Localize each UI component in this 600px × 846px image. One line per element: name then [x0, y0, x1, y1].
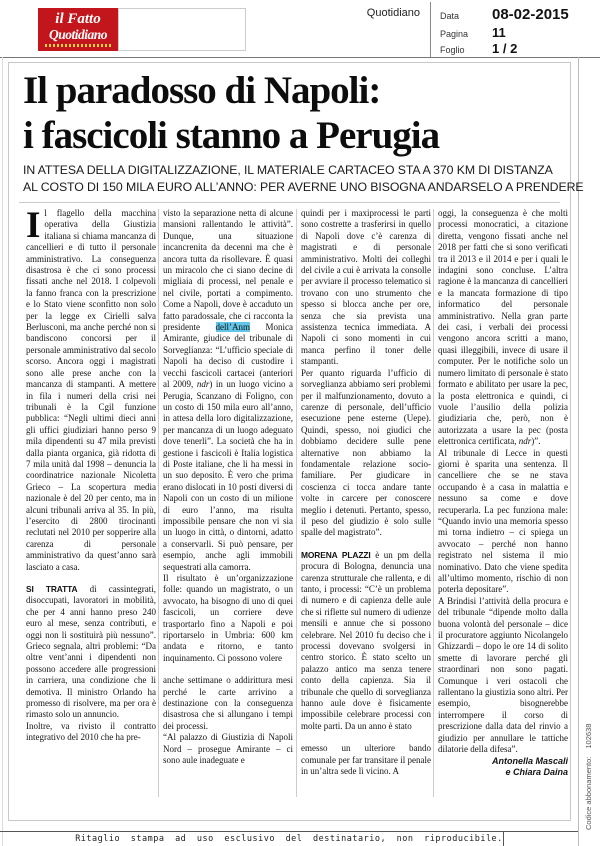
article-column-1	[26, 208, 156, 804]
paragraph	[26, 721, 156, 744]
publication-type-label: Quotidiano	[366, 7, 420, 19]
paragraph	[301, 743, 431, 777]
paragraph	[301, 368, 431, 539]
text-segment: “Al palazzo di Giustizia di Napoli Nord – prosegue Amirante – ci sono aule inadeguate e	[163, 732, 293, 766]
text-segment: )”.	[531, 436, 541, 447]
text-segment: di cassintegrati, disoccupati, lavoratori in mobilità, che per 4 anni hanno preso 240 euro al mese, senza contributi, e oggi non li sostituirà più nessuno”. Grieco segnala, altri problemi: “Da oltre vent’anni i dipendenti non possono accedere alle progressioni in carriera, una condizione che li demotiva. Il ministro Orlando ha promesso di risolvere, ma per ora è rimasto solo un annuncio.	[26, 584, 156, 720]
text-segment: Al tribunale di Lecce in questi giorni è sparita una sentenza. Il cancelliere che se ne stava occupando è a casa in malattia e nessuno sa come e dove recuperarla. La pec funziona male: “Quando invio una memoria spesso mi torna indietro – ci spiega un avvocato – perché non hanno registrato nel sistema il mio nominativo. Dato che viene spedita all’ultimo momento, rischio di non poterla depositare”.	[438, 447, 568, 595]
headline-line2: i fascicoli stanno a Perugia	[23, 114, 440, 157]
text-segment: Monica Amirante, giudice del tribunale di Sorveglianza: “L’ufficio speciale di Napoli ha deciso di custodire i vecchi fascicoli cartacei (anteriori al 2009,	[163, 322, 293, 390]
header-rule	[0, 57, 600, 58]
column-rule-2	[296, 209, 297, 797]
paragraph	[438, 208, 568, 448]
text-segment: Per quanto riguarda l’ufficio di sorveglianza abbiamo seri problemi per il malfunzionamento, dovuto a carenze di personale, dell’ufficio esecuzione pene esterne (Uepe). Quindi, spesso, noi giudici che dobbiamo decidere sulle pene alternative non abbiamo la fondamentale relazione socio-familiare. Per giudicare in coscienza ci tocca andare tante volte in carcere per conoscere meglio i detenuti. Pertanto, spesso, il peso del giudizio è solo sulle spalle del magistrato”.	[301, 367, 431, 538]
paragraph	[163, 675, 293, 732]
codice-abbonamento	[584, 724, 593, 830]
left-edge-line	[2, 57, 3, 846]
headline-line1: Il paradosso di Napoli:	[23, 69, 381, 112]
text-segment: visto la separazione netta di alcune mansioni rallentando le attività”. Dunque, una situazione incancrenita da decenni ma che è ancora tutta da risollevare. È quasi un miracolo che ci siano decine di migliaia di processi, nel penale e nel civile, portati a compimento. Come a Napoli, dove è accaduto un fatto paradossale, che ci racconta la presidente	[163, 208, 293, 333]
paragraph	[438, 767, 568, 778]
paragraph	[301, 208, 431, 368]
text-segment: anche settimane o addirittura mesi perché le carte arrivino a destinazione con la conseguenza disastrosa che si allungano i tempi dei processi.	[163, 675, 293, 731]
paragraph	[438, 596, 568, 756]
text-segment: emesso un ulteriore bando comunale per far transitare il penale in un’altra sede lì vicino. A	[301, 743, 431, 777]
article-box	[8, 62, 584, 821]
drop-cap: I	[26, 208, 41, 246]
standfirst-line1: IN ATTESA DELLA DIGITALIZZAZIONE, IL MATERIALE CARTACEO STA A 370 KM DI DISTANZA	[23, 163, 553, 177]
ritaglio-strip	[0, 831, 578, 846]
meta-label-data: Data	[440, 11, 460, 21]
text-segment: ) in un luogo vicino a Perugia, Scanzano di Foligno, con un costo di 150 mila euro all’anno, in attesa della loro digitalizzazione, per mancanza di un luogo adeguato dove tenerli”. La società che ha in gestione i fascicoli è Italia logistica di Poste italiane, che li ha messi in un suo deposito. È vero che prima erano dislocati in 10 posti diversi di Napoli con un costo di un milione di euro l’anno, ma risulta impossibile pensare che non vi sia un luogo in città, o dintorni, adatto a conservarli. Si può pensare, per esempio, anche agli immobili sequestrati alla camorra.	[163, 379, 293, 572]
logo-text-line2: Quotidiano	[48, 27, 108, 42]
paragraph	[163, 208, 293, 573]
text-segment: A Brindisi l’attività della procura e del tribunale “dipende molto dalla buona volontà del personale – dice il procuratore aggiunto Nicolangelo Ghizzardi – dopo le ore 14 di solito smette di lavorare perché gli straordinari non sono pagati. Comunque i veri ostacoli che rallentano la giustizia sono altri. Per esempio, bisognerebbe interrompere il corso di prescrizione dalla data del rinvio a giudizio per annullare le tattiche dilatorie della difesa”.	[438, 595, 568, 755]
article-column-2	[163, 208, 293, 804]
standfirst-line2: AL COSTO DI 150 MILA EURO ALL’ANNO: PER AVERNE UNO BISOGNA ANDARSELO A PRENDERE	[23, 180, 584, 194]
meta-row-data	[440, 6, 569, 24]
paragraph	[163, 732, 293, 766]
paragraph	[163, 573, 293, 664]
logo-text-line1: il Fatto	[55, 11, 101, 27]
column-rule-1	[158, 209, 159, 797]
text-segment: Inoltre, va rivisto il contratto integrativo del 2010 che ha pre-	[26, 720, 156, 743]
article-standfirst	[23, 162, 583, 196]
logo-tagline-decoration	[45, 44, 111, 47]
highlighted-text: dell’Anm	[215, 322, 250, 333]
article-headline	[23, 68, 439, 158]
article-column-3	[301, 208, 431, 804]
text-segment: ndr	[196, 379, 210, 390]
column-rule-3	[433, 209, 434, 797]
text-segment: è un pm della procura di Bologna, denuncia una carenza strutturale che rallenta, e di tanto, i processi: “C’è un problema di numero e di capienza delle aule che si riflette sul numero di udienze mensili e annue che si possono celebrare. Nel 2010 fu deciso che i processi dovevano svolgersi in centro storico. È stato scelto un palazzo antico ma senza tenere conto della capienza. Sia il tribunale che quello di sorveglianza hanno aule dove è fisicamente impossibile celebrare processi con molte parti. Da un anno è stato	[301, 549, 431, 731]
text-segment: Il risultato è un’organizzazione folle: quando un magistrato, o un avvocato, ha bisogno di uno di quei fascicoli, un corriere deve trasportarlo fino a Napoli e poi riportarselo in Umbria: 600 km andata e ritorno, e tanto inquinamento. Ci possono volere	[163, 573, 293, 663]
columns-top-rule	[19, 202, 560, 203]
meta-value-pagina: 11	[492, 25, 506, 40]
paragraph	[438, 448, 568, 596]
text-segment: SI TRATTA	[26, 584, 78, 594]
codice-abbonamento-label: Codice abbonamento:	[584, 756, 593, 830]
empty-header-box	[118, 8, 246, 51]
text-segment: e Chiara Daina	[505, 766, 568, 777]
meta-value-data: 08-02-2015	[492, 6, 569, 23]
text-segment: Antonella Mascali	[491, 755, 568, 766]
meta-value-foglio: 1 / 2	[492, 41, 518, 56]
codice-abbonamento-value: 102638	[584, 723, 593, 749]
ritaglio-strip-divider	[503, 831, 504, 846]
paragraph	[26, 584, 156, 721]
meta-label-pagina: Pagina	[440, 29, 469, 39]
ritaglio-text: Ritaglio stampa ad uso esclusivo del destinatario, non riproducibile.	[75, 834, 503, 844]
meta-label-foglio: Foglio	[440, 45, 465, 55]
article-column-4	[438, 208, 568, 804]
newspaper-logo	[38, 8, 118, 51]
text-segment: ndr	[518, 436, 532, 447]
meta-row-foglio	[440, 40, 517, 58]
paragraph	[301, 550, 431, 733]
text-segment: oggi, la conseguenza è che molti processi monocratici, a citazione diretta, vengono fissati anche nel 2018 per fatti che si sono verificati tra il 2013 e il 2014 e per i quali le indagini sono concluse. L’altra ragione è la mancanza di cancellieri e la mancata formazione di tipo informatico del personale amministrativo. Nella gran parte dei casi, i verbali dei processi vengono ancora scritti a mano, quasi illeggibili, invece di usare il computer. Per le notifiche solo un numero limitato di personale è stato formato e abilitato per usare la pec, la posta elettronica e quindi, ci vuole l’ausilio della polizia giudiziaria che, però, non è autorizzata a usare la pec (posta elettronica certificata,	[438, 208, 568, 447]
text-segment: l flagello della macchina operativa della Giustizia italiana si chiama mancanza di cancellieri e di tutto il personale amministrativo. La conseguenza disastrosa è che ci sono processi fissati anche nel 2018. I colpevoli la fanno franca con la prescrizione e lo Stato viene sconfitto non solo per la legge ex Cirielli salva Berlusconi, ma anche perché non si bandiscono concorsi per il personale amministrativo dal secolo scorso. Ancora oggi i magistrati sono alle prese anche con la mancanza di stampanti. A mettere in fila i numeri della crisi nei tribunali è la Cgil funzione pubblica: “Negli ultimi dieci anni gli uffici giudiziari hanno perso 9 mila dipendenti su 47 mila previsti dalla pianta organica, già ridotta di 7 mila unità dal 1998 – denuncia la coordinatrice nazionale Nicoletta Grieco – La scopertura media nazionale è del 20 per cento, ma in alcuni tribunali arriva al 35. In più, l’esercito di 2800 tirocinanti reclutati nel 2010 per sopperire alla carenza di personale amministrativo da quest’anno sarà lasciato a casa.	[26, 208, 156, 572]
paragraph	[438, 756, 568, 767]
header-vertical-divider	[430, 2, 431, 57]
paragraph	[26, 208, 156, 573]
text-segment: MORENA PLAZZI	[301, 549, 371, 560]
text-segment: quindi per i maxiprocessi le parti sono costrette a trasferirsi in quello di Napoli dove c’è carenza di magistrati e di personale amministrativo. Molti dei colleghi del civile a cui è arrivata la consolle per avviare il processo telematico si trovano con uno strumento che spesso si blocca anche per ore, senza che sia prevista una assistenza tecnica immediata. A Napoli ci sono momenti in cui manca perfino il toner delle stampanti.	[301, 208, 431, 367]
